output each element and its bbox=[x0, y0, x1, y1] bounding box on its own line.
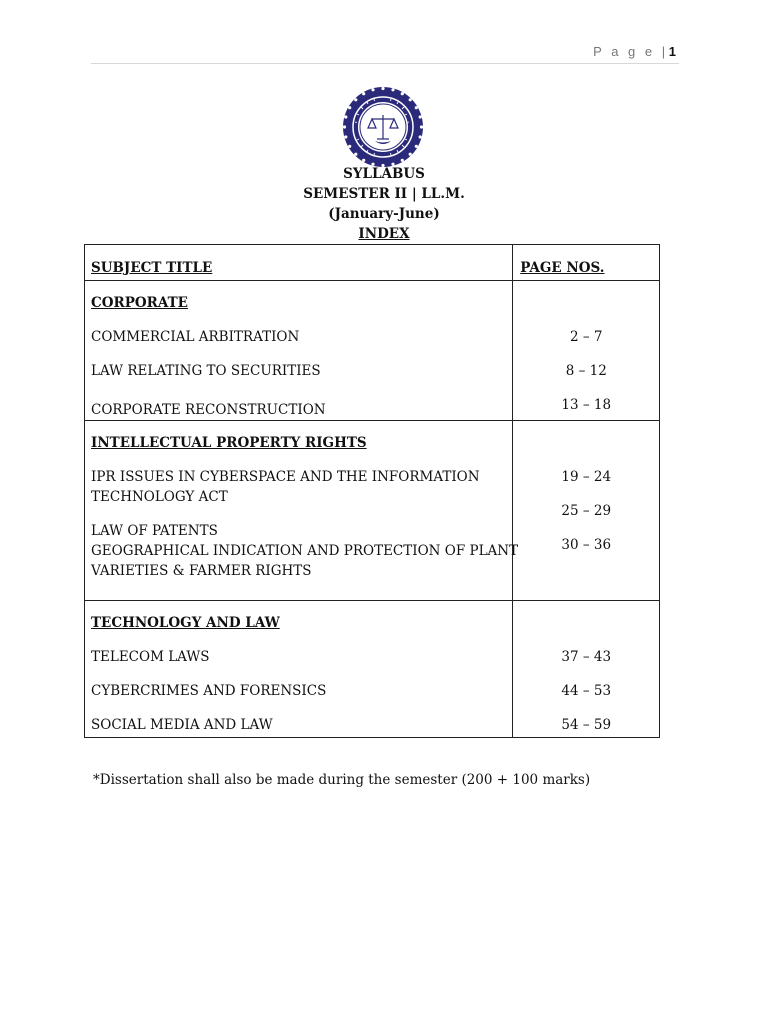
subject-title: SOCIAL MEDIA AND LAW bbox=[91, 717, 273, 733]
index-heading: INDEX bbox=[358, 226, 410, 242]
subject-title: IPR ISSUES IN CYBERSPACE AND THE INFORMATION bbox=[91, 469, 480, 485]
subject-title: CYBERCRIMES AND FORENSICS bbox=[91, 683, 327, 699]
page-range: 25 – 29 bbox=[561, 503, 612, 519]
page-range: 13 – 18 bbox=[561, 397, 612, 413]
page-label: P a g e bbox=[593, 44, 656, 59]
page-range: 2 – 7 bbox=[569, 329, 603, 345]
column-header-subject: SUBJECT TITLE bbox=[91, 260, 213, 276]
page-range: 54 – 59 bbox=[561, 717, 612, 733]
subject-title: COMMERCIAL ARBITRATION bbox=[91, 329, 300, 345]
subject-title: LAW RELATING TO SECURITIES bbox=[91, 363, 321, 379]
page-range: 37 – 43 bbox=[561, 649, 612, 665]
section-row-corporate bbox=[85, 281, 660, 421]
semester-heading: SEMESTER II | LL.M. bbox=[303, 186, 465, 202]
subject-title: TELECOM LAWS bbox=[91, 649, 210, 665]
header-divider bbox=[91, 63, 679, 64]
dissertation-footnote: *Dissertation shall also be made during the semester (200 + 100 marks) bbox=[93, 772, 591, 788]
section-heading: TECHNOLOGY AND LAW bbox=[91, 615, 280, 631]
column-header-pages: PAGE NOS. bbox=[520, 260, 605, 276]
page-range: 8 – 12 bbox=[565, 363, 607, 379]
index-table bbox=[84, 244, 660, 738]
section-row-ipr bbox=[85, 421, 660, 601]
page-separator: | bbox=[661, 44, 669, 59]
page-range: 44 – 53 bbox=[561, 683, 612, 699]
institution-seal-logo bbox=[341, 85, 425, 169]
page-number: 1 bbox=[668, 44, 676, 59]
page-range: 19 – 24 bbox=[561, 469, 612, 485]
page-header bbox=[0, 44, 676, 59]
page-range: 30 – 36 bbox=[561, 537, 612, 553]
section-heading: CORPORATE bbox=[91, 295, 188, 311]
section-heading: INTELLECTUAL PROPERTY RIGHTS bbox=[91, 435, 367, 451]
table-header-row bbox=[85, 245, 660, 281]
subject-title-continued: TECHNOLOGY ACT bbox=[91, 489, 228, 505]
term-heading: (January-June) bbox=[328, 206, 440, 222]
syllabus-heading: SYLLABUS bbox=[343, 166, 425, 182]
subject-title: LAW OF PATENTS bbox=[91, 523, 218, 539]
subject-title-continued: VARIETIES & FARMER RIGHTS bbox=[91, 563, 312, 579]
subject-title: GEOGRAPHICAL INDICATION AND PROTECTION OF PLANT bbox=[91, 543, 519, 559]
subject-title: CORPORATE RECONSTRUCTION bbox=[91, 402, 326, 418]
section-row-technology bbox=[85, 601, 660, 738]
